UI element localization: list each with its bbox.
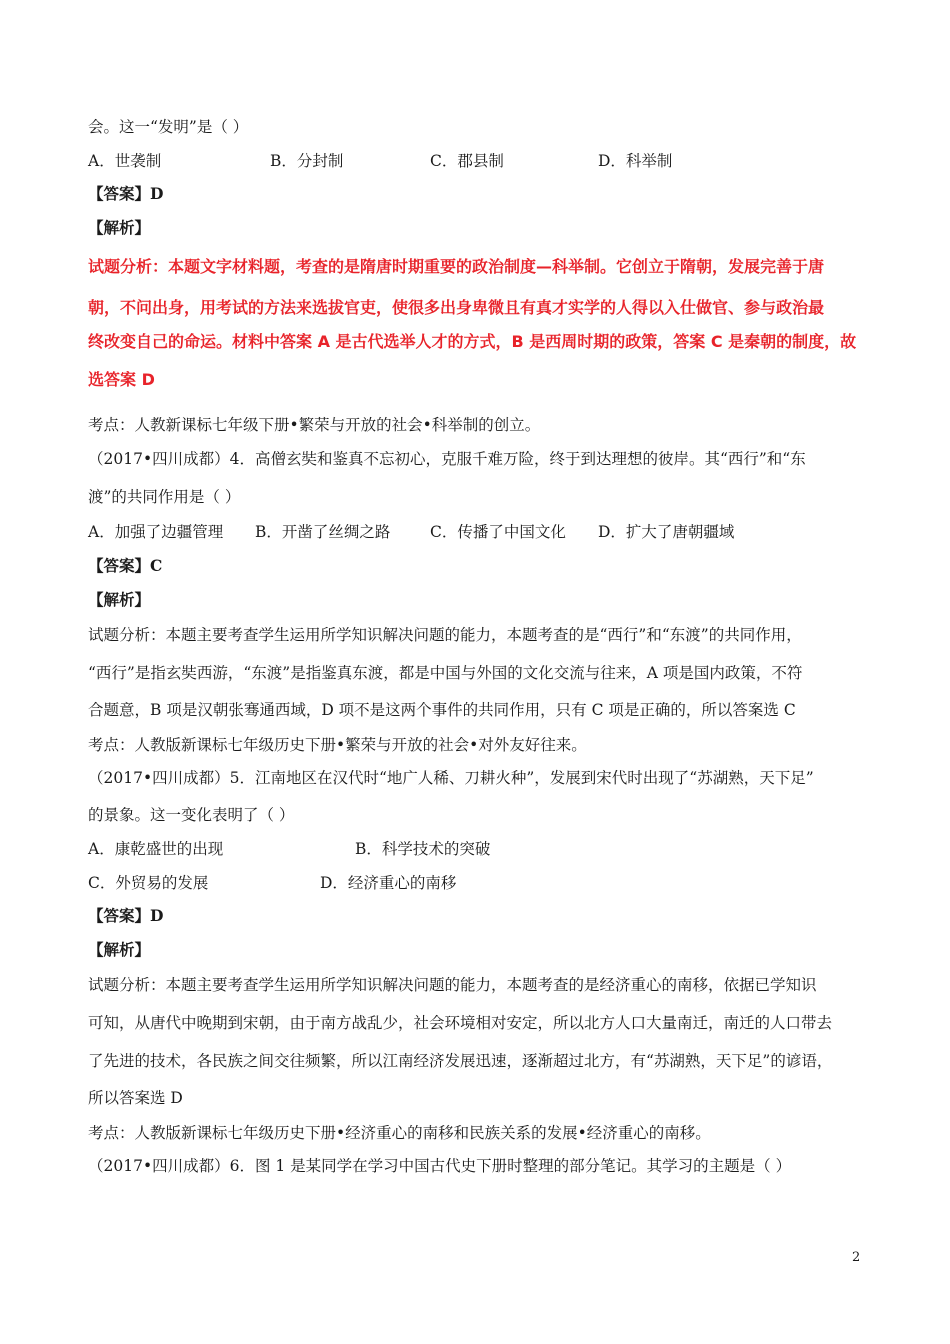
- q4-option-b: B．开凿了丝绸之路: [255, 523, 391, 541]
- q5-option-a: A．康乾盛世的出现: [88, 840, 224, 858]
- q3-analysis-line: 选答案 D: [88, 370, 155, 389]
- q3-point: 考点：人教新课标七年级下册•繁荣与开放的社会•科举制的创立。: [88, 416, 541, 434]
- q3-analysis-line: 试题分析：本题文字材料题，考查的是隋唐时期重要的政治制度—科举制。它创立于隋朝，发展完善于唐: [88, 257, 825, 276]
- q5-stem-line: 的景象。这一变化表明了（ ）: [88, 806, 295, 824]
- page-number: 2: [852, 1250, 861, 1265]
- q6-stem: （2017•四川成都）6．图 1 是某同学在学习中国古代史下册时整理的部分笔记。其学习的主题是（ ）: [88, 1157, 792, 1175]
- q3-answer: 【答案】D: [88, 184, 164, 203]
- q4-analysis-line: 合题意，B 项是汉朝张骞通西域，D 项不是这两个事件的共同作用，只有 C 项是正确的，所以答案选 C: [88, 701, 796, 719]
- q3-analysis-line: 终改变自己的命运。材料中答案 A 是古代选举人才的方式，B 是西周时期的政策，答案 C 是秦朝的制度，故: [88, 332, 857, 351]
- q4-stem-line: 渡”的共同作用是（ ）: [88, 488, 241, 506]
- q4-option-d: D．扩大了唐朝疆域: [598, 523, 735, 541]
- q3-analysis-line: 朝，不问出身，用考试的方法来选拔官吏，使很多出身卑微且有真才实学的人得以入仕做官、参与政治最: [88, 298, 825, 317]
- q5-option-d: D．经济重心的南移: [320, 874, 457, 892]
- q5-analysis-line: 可知，从唐代中晚期到宋朝，由于南方战乱少，社会环境相对安定，所以北方人口大量南迁，南迁的人口带去: [88, 1014, 833, 1032]
- q3-option-b: B．分封制: [270, 152, 344, 170]
- q3-option-d: D．科举制: [598, 152, 673, 170]
- q4-analysis-line: 试题分析：本题主要考查学生运用所学知识解决问题的能力，本题考查的是“西行”和“东渡”的共同作用，: [88, 626, 802, 644]
- q5-option-c: C．外贸易的发展: [88, 874, 209, 892]
- q5-analysis-label: 【解析】: [88, 940, 151, 959]
- q3-option-c: C．郡县制: [430, 152, 504, 170]
- q4-stem-line: （2017•四川成都）4．高僧玄奘和鉴真不忘初心，克服千难万险，终于到达理想的彼岸。其“西行”和“东: [88, 450, 806, 468]
- q4-option-a: A．加强了边疆管理: [88, 523, 224, 541]
- q5-analysis-line: 所以答案选 D: [88, 1089, 183, 1107]
- q5-stem-line: （2017•四川成都）5．江南地区在汉代时“地广人稀、刀耕火种”，发展到宋代时出现了“苏湖熟，天下足”: [88, 769, 814, 787]
- q5-answer: 【答案】D: [88, 906, 164, 925]
- q4-point: 考点：人教版新课标七年级历史下册•繁荣与开放的社会•对外友好往来。: [88, 736, 587, 754]
- q5-analysis-line: 试题分析：本题主要考查学生运用所学知识解决问题的能力，本题考查的是经济重心的南移，依据已学知识: [88, 976, 817, 994]
- q3-option-a: A．世袭制: [88, 152, 162, 170]
- q4-option-c: C．传播了中国文化: [430, 523, 566, 541]
- q5-point: 考点：人教版新课标七年级历史下册•经济重心的南移和民族关系的发展•经济重心的南移。: [88, 1124, 711, 1142]
- q3-analysis-label: 【解析】: [88, 218, 151, 237]
- q4-answer: 【答案】C: [88, 556, 163, 575]
- q5-option-b: B．科学技术的突破: [355, 840, 491, 858]
- q4-analysis-line: “西行”是指玄奘西游，“东渡”是指鉴真东渡，都是中国与外国的文化交流与往来，A 项是国内政策，不符: [88, 664, 803, 682]
- q3-stem-tail: 会。这一“发明”是（ ）: [88, 118, 249, 136]
- q5-analysis-line: 了先进的技术，各民族之间交往频繁，所以江南经济发展迅速，逐渐超过北方，有“苏湖熟，天下足”的谚语，: [88, 1052, 833, 1070]
- q4-analysis-label: 【解析】: [88, 590, 151, 609]
